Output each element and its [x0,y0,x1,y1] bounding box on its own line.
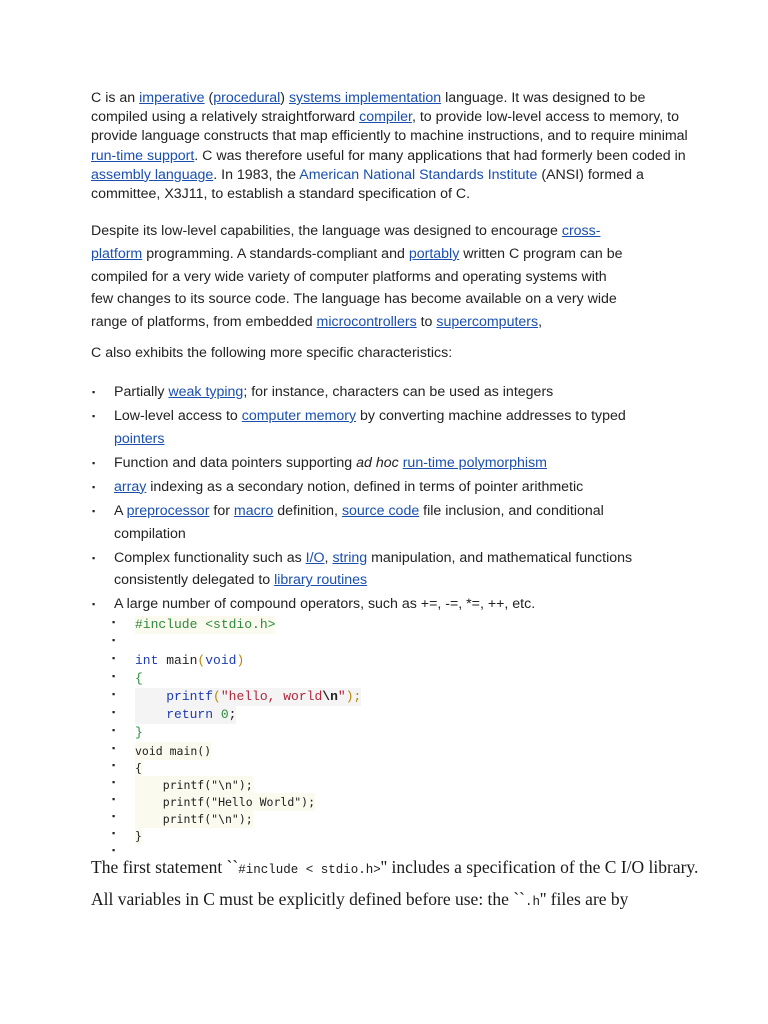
list-item [91,593,671,616]
inline-code: .h [524,895,540,909]
inline-code: #include < stdio.h> [238,863,381,877]
link-compiler[interactable]: compiler [359,109,412,126]
link-portably[interactable]: portably [408,245,460,262]
bullet-icon: ▪ [112,617,116,627]
text-run: Complex functionality such as [114,549,306,566]
open-brace: { [135,761,142,775]
closing-paragraph [91,853,711,917]
link-preprocessor[interactable]: preprocessor [126,502,210,519]
link-supercomputers[interactable]: supercomputers [436,314,539,331]
text-run: C is an [91,90,140,106]
text-run: indexing as a secondary notion, defined in terms of pointer arithmetic [146,478,584,495]
open-brace: { [135,671,143,686]
link-imperative[interactable]: imperative [139,90,205,106]
emphasis-text: ad hoc [356,454,399,471]
bullet-icon: ▪ [112,635,116,645]
link-systems-implementation[interactable]: systems implementation [288,90,442,106]
text-run: to [416,314,437,331]
text-run: Partially [114,384,169,400]
main-signature [135,652,244,670]
text-run: definition, [273,502,342,519]
string-literal: " [337,689,346,704]
string-literal: "hello, world [220,689,323,704]
text-run: Low-level access to [114,407,242,424]
link-cross-platform[interactable]: cross-platform [91,223,601,262]
keyword-void: void [205,653,237,668]
text-run: written C program can be compiled for a very wide variety of computer platforms and operating systems with few changes to its source code. The language has become available on a very wide range of platforms, from embedded [91,245,623,331]
keyword-int: int [135,653,159,668]
number-literal: 0 [220,707,229,722]
bullet-icon: ▪ [112,725,116,735]
text-run: A large number of compound operators, such as [114,596,421,613]
space [213,707,221,722]
text-run: A [114,502,127,519]
escape-sequence: \n [322,689,338,704]
bullet-icon: ▪ [92,481,96,492]
list-item [91,476,671,499]
code-line [112,742,412,759]
code-line [112,652,412,670]
semicolon: ; [228,707,237,722]
text-run: , to provide low-level access to memory, to provide language constructs that map efficiently to machine instructions, and to require minimal [91,109,688,145]
link-procedural[interactable]: procedural [213,90,281,106]
bullet-icon: ▪ [92,505,96,516]
bullet-icon: ▪ [112,760,116,770]
link-pointers[interactable]: pointers [114,430,165,447]
void-main-signature: void main() [135,744,212,758]
link-source-code[interactable]: source code [341,502,420,519]
code-line [112,759,412,776]
bullet-icon: ▪ [112,689,116,699]
link-ansi[interactable]: American National Standards Institute [299,166,538,183]
indent [135,689,166,704]
bullet-icon: ▪ [92,552,96,563]
link-microcontrollers[interactable]: microcontrollers [316,314,417,331]
close-brace: } [135,725,143,740]
include-directive: #include <stdio.h> [135,617,276,632]
bullet-icon: ▪ [92,387,96,397]
bullet-icon: ▪ [112,653,116,663]
function-name: main [158,653,198,668]
code-line [112,724,412,742]
code-line [112,810,412,827]
list-item [91,547,671,593]
paren: ); [345,689,362,704]
link-run-time-support[interactable]: run-time support [91,147,195,164]
paren: ( [197,653,206,668]
text-run: by converting machine addresses to typed [356,407,626,424]
bullet-icon: ▪ [112,743,116,753]
printf-newline: printf("\n"); [135,812,253,826]
link-weak-typing[interactable]: weak typing [168,384,244,400]
text-run: for [209,502,234,519]
text-run: , etc. [504,596,536,613]
code-line [112,706,412,724]
printf-statement [135,688,361,706]
intro-paragraph [91,89,691,204]
printf-call: printf [166,689,214,704]
text-run: language. It was designed to be compiled using a relatively straightforward [91,90,646,126]
text-run: ) [280,90,289,106]
bullet-icon: ▪ [112,777,116,787]
bullet-icon: ▪ [92,599,96,610]
list-item [91,381,671,404]
link-computer-memory[interactable]: computer memory [241,407,357,424]
code-line [112,688,412,706]
printf-hello-world: printf("Hello World"); [135,795,316,809]
text-run: . C was therefore useful for many applications that had formerly been coded in [194,147,686,164]
code-line [112,776,412,793]
code-line [112,670,412,688]
list-item [91,405,671,451]
code-line [112,616,412,634]
return-statement [135,706,236,724]
bullet-icon: ▪ [112,811,116,821]
text-run: '' files are by [540,889,629,909]
code-line [112,827,412,844]
text-run: ( [204,90,214,106]
list-item [91,452,671,475]
text-run: '' includes a specification of the C I/O library. All variables in C must be explicitly defined before use: the `` [91,857,699,909]
code-line [112,793,412,810]
list-item [91,500,671,546]
link-assembly-language[interactable]: assembly language [91,166,214,183]
printf-newline: printf("\n"); [135,778,253,792]
bullet-icon: ▪ [112,707,116,717]
text-run: file inclusion, and conditional compilation [114,502,604,542]
text-run: The first statement `` [91,857,239,877]
compound-operators: +=, -=, *=, ++ [420,596,505,613]
characteristics-list [91,381,671,617]
bullet-icon: ▪ [112,845,116,855]
text-run: Despite its low-level capabilities, the language was designed to encourage [91,223,562,239]
keyword-return: return [166,707,214,722]
link-library-routines[interactable]: library routines [274,572,368,589]
characteristics-intro: C also exhibits the following more specific characteristics: [91,345,453,361]
portability-paragraph [91,220,631,334]
text-run: ; for instance, characters can be used as integers [243,384,554,400]
paren: ( [213,689,221,704]
text-run: programming. A standards-compliant and [142,245,409,262]
paren: ) [236,653,245,668]
code-examples [112,616,412,861]
link-string[interactable]: string [332,549,368,566]
bullet-icon: ▪ [112,828,116,838]
link-io[interactable]: I/O [305,549,325,566]
text-run: . In 1983, the [213,166,300,183]
close-brace: } [135,829,142,843]
text-run: , [538,314,543,331]
indent [135,707,166,722]
link-run-time-polymorphism[interactable]: run-time polymorphism [402,454,547,471]
link-macro[interactable]: macro [233,502,274,519]
text-run: (ANSI) formed a committee, X3J11, to establish a standard specification of C. [91,166,644,203]
bullet-icon: ▪ [112,671,116,681]
bullet-icon: ▪ [112,794,116,804]
bullet-icon: ▪ [92,457,96,468]
text-run: Function and data pointers supporting [114,454,357,471]
link-array[interactable]: array [114,478,147,495]
bullet-icon: ▪ [92,410,96,421]
text-run: , [324,549,333,566]
code-line [112,634,412,652]
text-run: manipulation, and mathematical functions consistently delegated to [114,549,633,589]
